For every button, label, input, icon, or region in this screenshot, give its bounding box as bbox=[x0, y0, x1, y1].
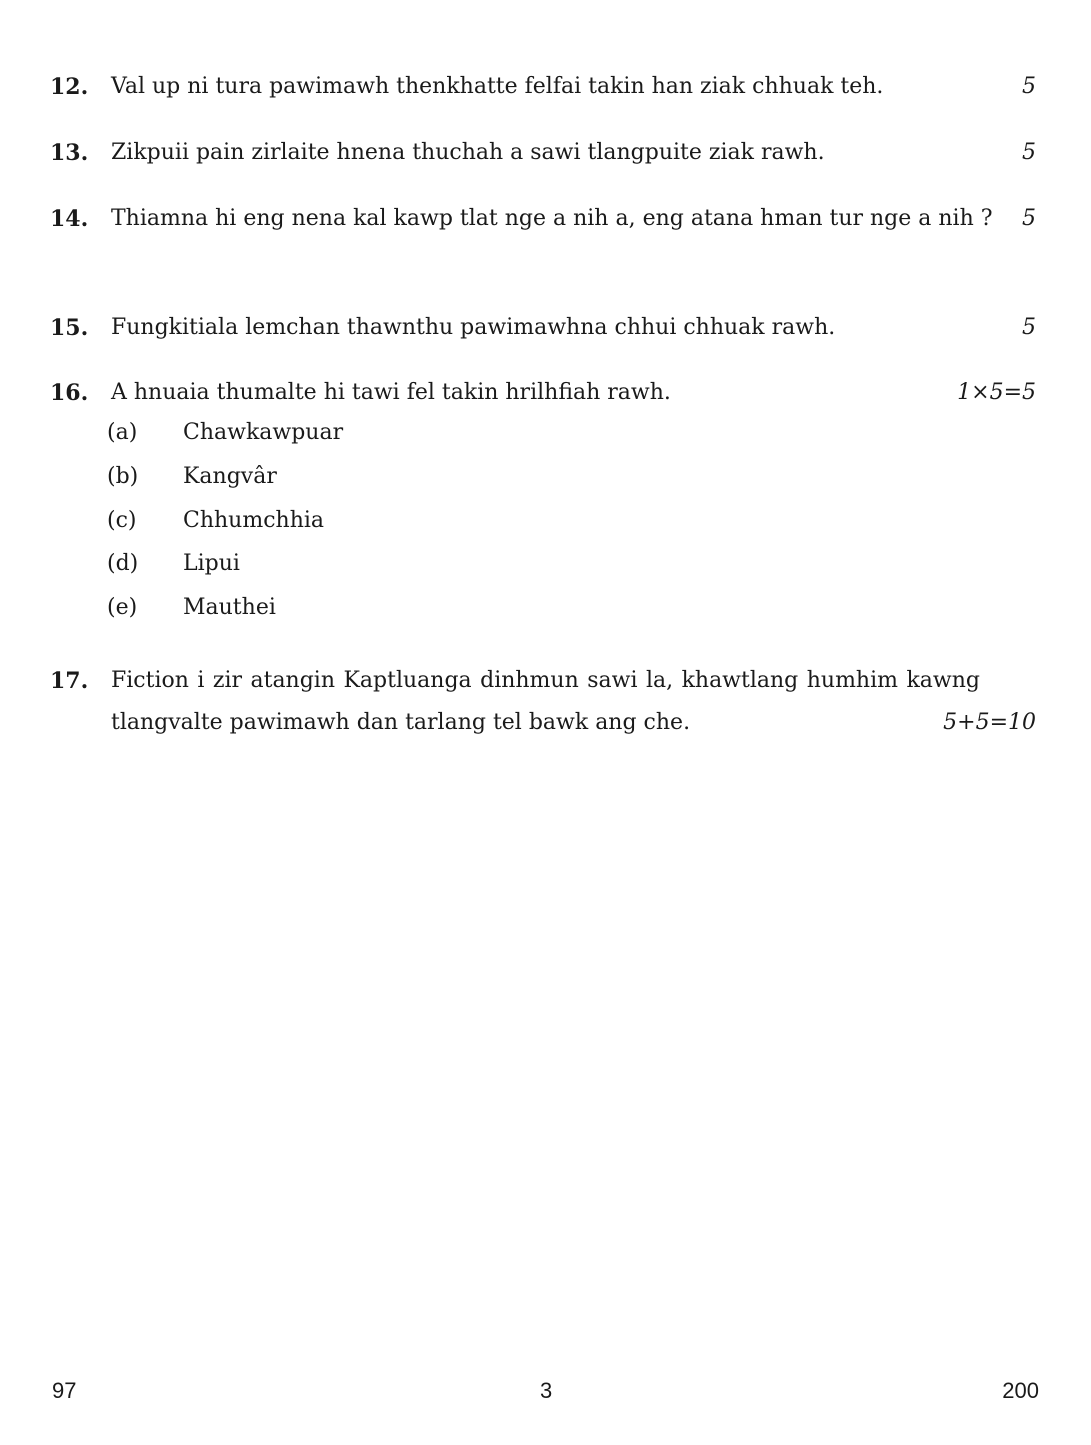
subitem-text: Chawkawpuar bbox=[183, 420, 344, 445]
subitem-text: Chhumchhia bbox=[183, 508, 325, 533]
question-16 bbox=[50, 372, 1036, 414]
question-text: Fiction i zir atangin Kaptluanga dinhmun sawi la, khawtlang humhim kawng tlangvalte pawimawh dan tarlang tel bawk ang che. bbox=[111, 668, 980, 735]
footer-left-code: 97 bbox=[52, 1378, 77, 1403]
question-marks: 1×5=5 bbox=[957, 380, 1036, 405]
question-number: 12. bbox=[50, 74, 89, 100]
subitem-label: (e) bbox=[107, 595, 138, 620]
question-marks: 5 bbox=[1022, 315, 1036, 340]
subitem-label: (b) bbox=[107, 464, 139, 489]
question-marks: 5+5=10 bbox=[943, 710, 1036, 735]
question-marks: 5 bbox=[1022, 206, 1036, 231]
question-number: 17. bbox=[50, 668, 89, 694]
question-number: 14. bbox=[50, 206, 89, 232]
subitem-label: (a) bbox=[107, 420, 138, 445]
footer-right-code: 200 bbox=[1002, 1378, 1039, 1403]
question-15 bbox=[50, 307, 1036, 349]
subitem-label: (c) bbox=[107, 508, 137, 533]
question-text: A hnuaia thumalte hi tawi fel takin hrilhfiah rawh. bbox=[111, 380, 671, 405]
question-marks: 5 bbox=[1022, 140, 1036, 165]
question-marks: 5 bbox=[1022, 74, 1036, 99]
question-text: Thiamna hi eng nena kal kawp tlat nge a nih a, eng atana hman tur nge a nih ? bbox=[111, 206, 993, 231]
subitem-text: Mauthei bbox=[183, 595, 276, 620]
question-13 bbox=[50, 132, 1036, 174]
question-text: Zikpuii pain zirlaite hnena thuchah a sawi tlangpuite ziak rawh. bbox=[111, 140, 825, 165]
question-text: Fungkitiala lemchan thawnthu pawimawhna chhui chhuak rawh. bbox=[111, 315, 836, 340]
subitem-label: (d) bbox=[107, 551, 139, 576]
footer-page-number: 3 bbox=[540, 1378, 553, 1403]
question-14 bbox=[50, 198, 1036, 240]
subitem-text: Lipui bbox=[183, 551, 240, 576]
question-text: Val up ni tura pawimawh thenkhatte felfai takin han ziak chhuak teh. bbox=[111, 74, 884, 99]
question-17 bbox=[50, 660, 1036, 744]
subitem-text: Kangvâr bbox=[183, 464, 277, 489]
question-number: 13. bbox=[50, 140, 89, 166]
question-number: 15. bbox=[50, 315, 89, 341]
question-12 bbox=[50, 66, 1036, 108]
question-number: 16. bbox=[50, 380, 89, 406]
